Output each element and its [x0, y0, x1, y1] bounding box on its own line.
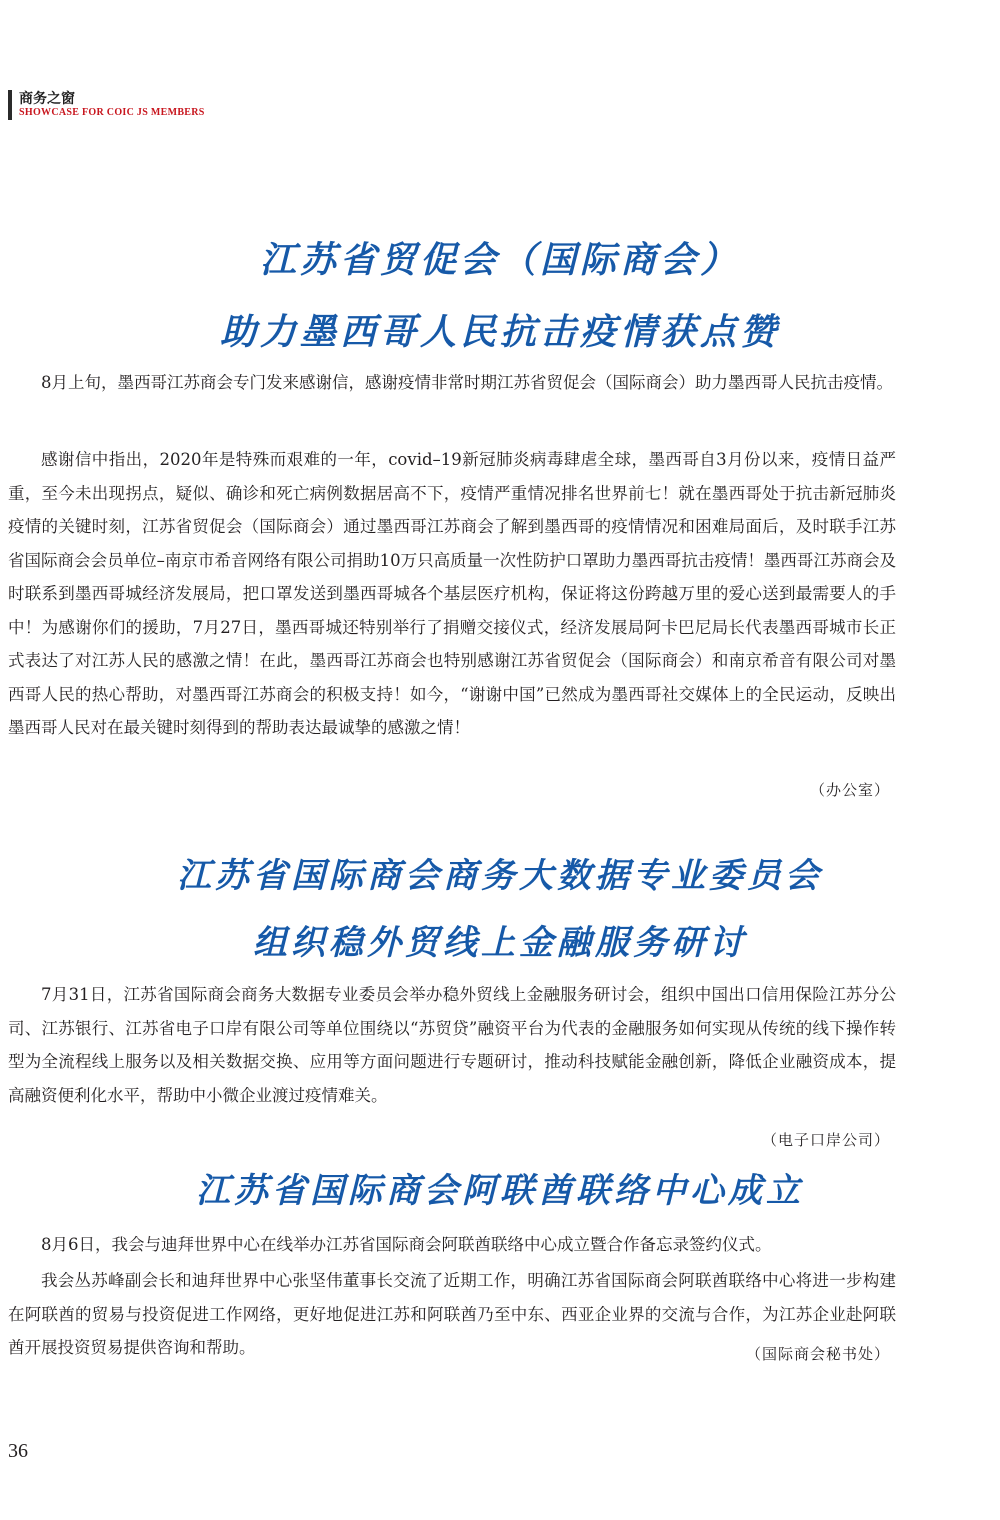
page-number: 36 [8, 1440, 28, 1462]
article-2-title-line-1: 江苏省国际商会商务大数据专业委员会 [177, 856, 823, 896]
article-3-paragraph-2: 我会丛苏峰副会长和迪拜世界中心张坚伟董事长交流了近期工作，明确江苏省国际商会阿联酋联络中心将进一步构建在阿联酋的贸易与投资促进工作网络，更好地促进江苏和阿联酋乃至中东、西亚企业界的交流与合作，为江苏企业赴阿联酋开展投资贸易提供咨询和帮助。 [8, 1271, 896, 1357]
section-title-en: SHOWCASE FOR COIC JS MEMBERS [19, 107, 205, 118]
article-3-source: （国际商会秘书处） [745, 1345, 890, 1363]
article-3-title: 江苏省国际商会阿联酋联络中心成立 [196, 1171, 804, 1211]
article-2-source: （电子口岸公司） [761, 1131, 890, 1149]
article-1-paragraph-2: 感谢信中指出，2020年是特殊而艰难的一年，covid–19新冠肺炎病毒肆虐全球，墨西哥自3月份以来，疫情日益严重，至今未出现拐点，疑似、确诊和死亡病例数据居高不下，疫情严重情况排名世界前七！就在墨西哥处于抗击新冠肺炎疫情的关键时刻，江苏省贸促会（国际商会）通过墨西哥江苏商会了解到墨西哥的疫情情况和困难局面后，及时联手江苏省国际商会会员单位–南京市希音网络有限公司捐助10万只高质量一次性防护口罩助力墨西哥抗击疫情！墨西哥江苏商会及时联系到墨西哥城经济发展局，把口罩发送到墨西哥城各个基层医疗机构，保证将这份跨越万里的爱心送到最需要人的手中！为感谢你们的援助，7月27日，墨西哥城还特别举行了捐赠交接仪式，经济发展局阿卡巴尼局长代表墨西哥城市长正式表达了对江苏人民的感激之情！在此，墨西哥江苏商会也特别感谢江苏省贸促会（国际商会）和南京希音有限公司对墨西哥人民的热心帮助，对墨西哥江苏商会的积极支持！如今，“谢谢中国”已然成为墨西哥社交媒体上的全民运动，反映出墨西哥人民对在最关键时刻得到的帮助表达最诚挚的感激之情！ [8, 450, 896, 737]
header-bar [8, 90, 12, 120]
article-3-paragraph-1: 8月6日，我会与迪拜世界中心在线举办江苏省国际商会阿联酋联络中心成立暨合作备忘录签约仪式。 [41, 1235, 772, 1254]
article-1-title-line-1: 江苏省贸促会（国际商会） [259, 239, 740, 281]
article-1-title-line-2: 助力墨西哥人民抗击疫情获点赞 [219, 311, 780, 353]
article-2-title-line-2: 组织稳外贸线上金融服务研讨 [253, 923, 747, 963]
section-title-cn: 商务之窗 [19, 91, 75, 107]
article-1-source: （办公室） [809, 781, 890, 799]
article-2-paragraph-1: 7月31日，江苏省国际商会商务大数据专业委员会举办稳外贸线上金融服务研讨会，组织中国出口信用保险江苏分公司、江苏银行、江苏省电子口岸有限公司等单位围绕以“苏贸贷”融资平台为代表的金融服务如何实现从传统的线下操作转型为全流程线上服务以及相关数据交换、应用等方面问题进行专题研讨，推动科技赋能金融创新，降低企业融资成本，提高融资便利化水平，帮助中小微企业渡过疫情难关。 [8, 985, 896, 1105]
article-1-paragraph-1: 8月上旬，墨西哥江苏商会专门发来感谢信，感谢疫情非常时期江苏省贸促会（国际商会）助力墨西哥人民抗击疫情。 [41, 373, 893, 392]
